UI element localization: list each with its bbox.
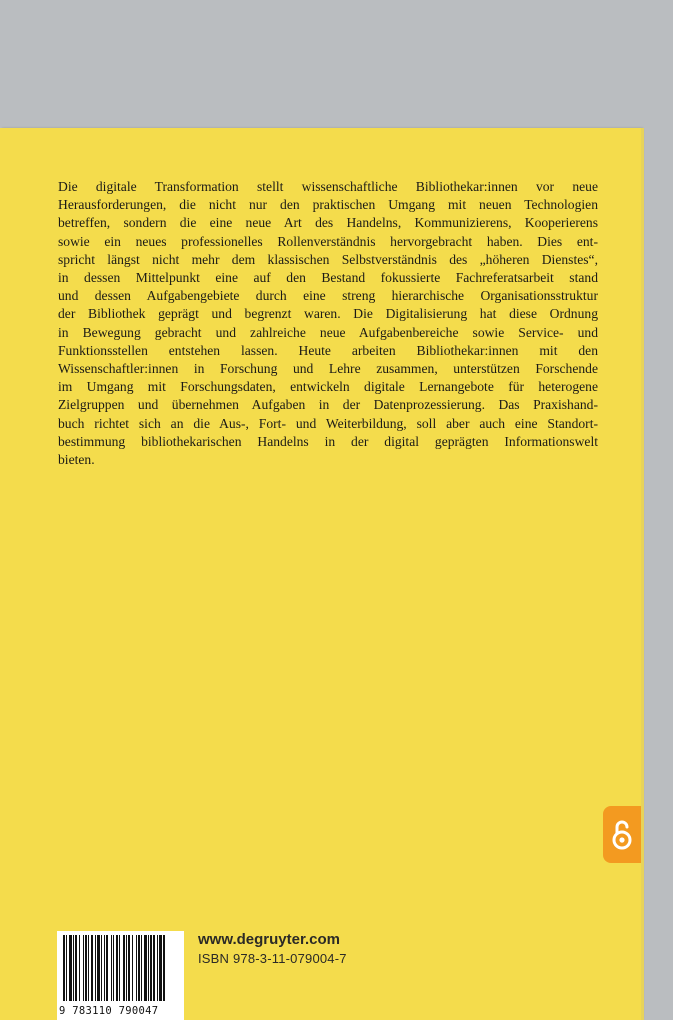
cover-edge xyxy=(641,128,644,1020)
blurb-line: bieten. xyxy=(58,452,95,468)
barcode-digits: 9 783110 790047 xyxy=(59,1005,159,1017)
blurb-line: spricht längst nicht mehr dem klassischen Selbstverständnis des „höheren Dienstes“, xyxy=(58,251,598,267)
blurb-line: Zielgruppen und übernehmen Aufgaben in der Datenprozessierung. Das Praxishand- xyxy=(58,397,598,413)
blurb-line: betreffen, sondern die eine neue Art des Handelns, Kommunizierens, Kooperierens xyxy=(58,215,598,231)
blurb-line: Die digitale Transformation stellt wissenschaftliche Bibliothekar:innen vor neue xyxy=(58,179,598,194)
open-access-lock-icon xyxy=(611,819,633,851)
barcode xyxy=(57,931,184,1020)
blurb-line: Wissenschaftler:innen in Forschung und Lehre zusammen, unterstützen Forschende xyxy=(58,361,598,377)
blurb-line: sowie ein neues professionelles Rollenverständnis hervorgebracht haben. Dies ent- xyxy=(58,233,598,249)
blurb-line: in Bewegung gebracht und zahlreiche neue Aufgabenbereiche sowie Service- und xyxy=(58,324,598,340)
barcode-bars xyxy=(57,931,184,1005)
blurb-line: Funktionsstellen entstehen lassen. Heute arbeiten Bibliothekar:innen mit den xyxy=(58,342,598,358)
blurb-line: in dessen Mittelpunkt eine auf den Bestand fokussierte Fachreferatsarbeit stand xyxy=(58,270,598,286)
blurb-line: im Umgang mit Forschungsdaten, entwickeln digitale Lernangebote für heterogene xyxy=(58,379,598,395)
cover-blurb xyxy=(58,178,598,469)
publisher-url: www.degruyter.com xyxy=(198,931,340,948)
blurb-line: Herausforderungen, die nicht nur den praktischen Umgang mit neuen Technologien xyxy=(58,197,598,213)
blurb-line: und dessen Aufgabengebiete durch eine streng hierarchische Organisationsstruktur xyxy=(58,288,598,304)
blurb-line: bestimmung bibliothekarischen Handelns in der digital geprägten Informationswelt xyxy=(58,433,598,449)
isbn-text: ISBN 978-3-11-079004-7 xyxy=(198,951,347,966)
open-access-tab xyxy=(603,806,641,863)
blurb-line: der Bibliothek geprägt und begrenzt waren. Die Digitalisierung hat diese Ordnung xyxy=(58,306,598,322)
blurb-line: buch richtet sich an die Aus-, Fort- und Weiterbildung, soll aber auch eine Standort- xyxy=(58,415,598,431)
